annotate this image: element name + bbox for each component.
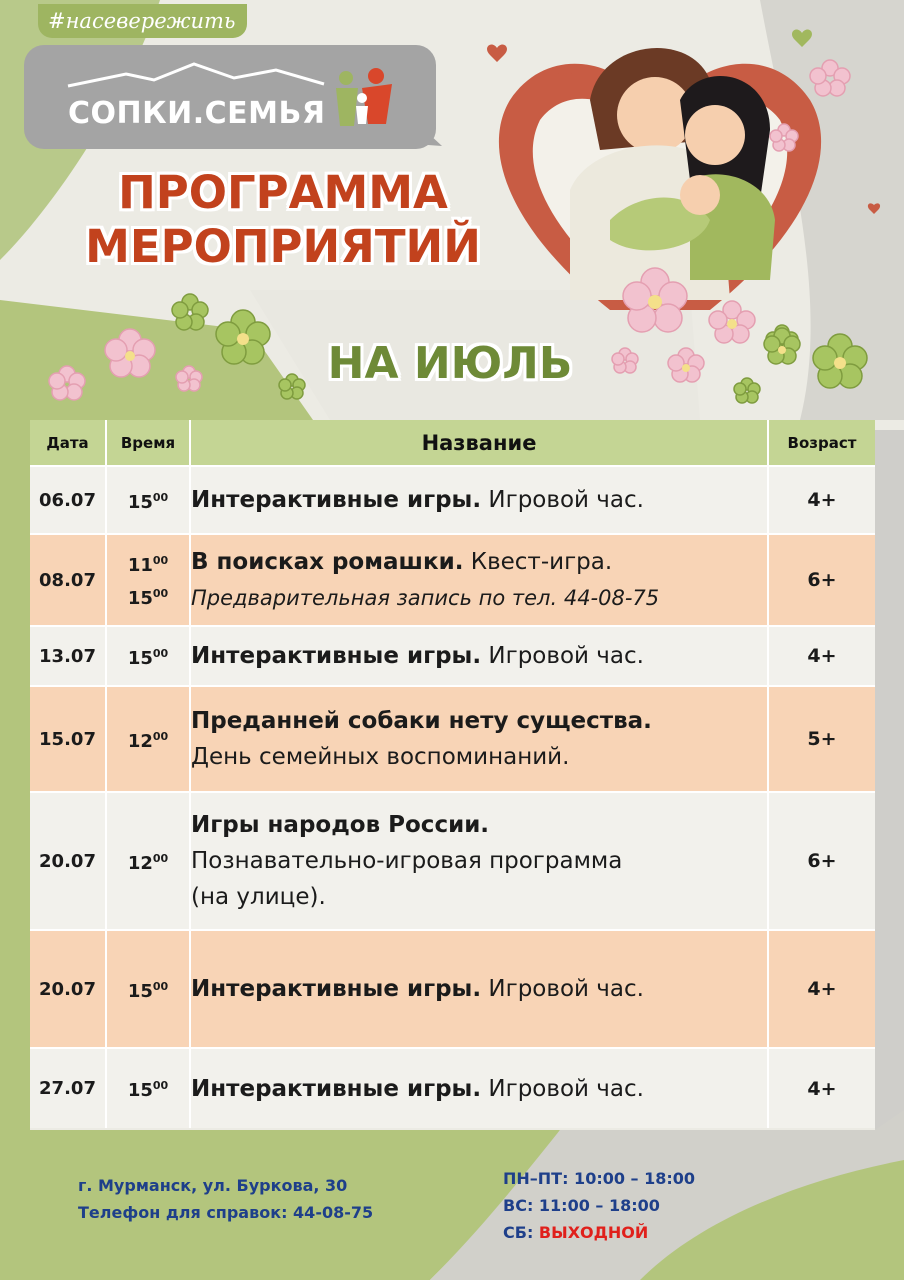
table-row <box>30 686 875 792</box>
events-table <box>30 420 875 1128</box>
event-date: 20.07 <box>30 792 106 930</box>
column-header-time: Время <box>106 420 190 466</box>
saturday-closed: ВЫХОДНОЙ <box>538 1223 649 1242</box>
event-title: Интерактивные игры. <box>191 1075 482 1102</box>
event-date: 13.07 <box>30 626 106 686</box>
event-name <box>190 626 768 686</box>
event-date: 08.07 <box>30 534 106 626</box>
event-desc-2: (на улице). <box>191 884 326 910</box>
event-name <box>190 534 768 626</box>
event-desc: Игровой час. <box>488 1075 644 1102</box>
table-row <box>30 626 875 686</box>
event-time: $15^{00}$ <box>106 626 190 686</box>
event-name <box>190 792 768 930</box>
footer-hours <box>503 1165 695 1246</box>
event-desc: Игровой час. <box>488 976 644 1002</box>
event-time: $12^{00}$ <box>106 792 190 930</box>
event-desc: Игровой час. <box>488 643 644 669</box>
table-header-row <box>30 420 875 466</box>
table-row <box>30 1048 875 1128</box>
month-subtitle: НА ИЮЛЬ <box>327 338 573 389</box>
table-row <box>30 792 875 930</box>
event-age: 4+ <box>768 626 875 686</box>
saturday-label: СБ: <box>503 1223 534 1242</box>
column-header-date: Дата <box>30 420 106 466</box>
event-name <box>190 1048 768 1128</box>
event-note: Предварительная запись по тел. 44-08-75 <box>191 586 660 610</box>
event-time: $11^{00}$ $15^{00}$ <box>106 534 190 626</box>
phone-text: Телефон для справок: 44-08-75 <box>78 1203 374 1222</box>
hours-saturday <box>503 1219 695 1246</box>
footer-contacts <box>78 1172 373 1226</box>
event-age: 4+ <box>768 1048 875 1128</box>
event-name <box>190 930 768 1048</box>
event-time: $12^{00}$ <box>106 686 190 792</box>
table-row <box>30 534 875 626</box>
title-line-2: МЕРОПРИЯТИЙ <box>85 220 481 273</box>
event-time: $15^{00}$ <box>106 466 190 534</box>
event-age: 6+ <box>768 792 875 930</box>
column-header-age: Возраст <box>768 420 875 466</box>
hashtag-badge: #насевережить <box>38 4 247 38</box>
event-age: 4+ <box>768 930 875 1048</box>
event-title: Интерактивные игры. <box>191 487 482 513</box>
event-title: Игры народов России. <box>191 812 490 838</box>
event-desc: Познавательно-игровая программа <box>191 848 623 874</box>
event-desc: Квест-игра. <box>470 549 613 575</box>
event-time: $15^{00}$ <box>106 930 190 1048</box>
event-title: Интерактивные игры. <box>191 976 482 1002</box>
event-title: Преданней собаки нету существа. <box>191 708 652 734</box>
column-header-name: Название <box>190 420 768 466</box>
table-row <box>30 930 875 1048</box>
event-name <box>190 466 768 534</box>
event-date: 20.07 <box>30 930 106 1048</box>
hours-sunday: ВС: 11:00 – 18:00 <box>503 1196 660 1215</box>
event-time: $15^{00}$ <box>106 1048 190 1128</box>
hours-weekdays: ПН–ПТ: 10:00 – 18:00 <box>503 1169 696 1188</box>
table-row <box>30 466 875 534</box>
event-date: 27.07 <box>30 1048 106 1128</box>
event-age: 5+ <box>768 686 875 792</box>
logo-text: СОПКИ.СЕМЬЯ <box>68 96 326 131</box>
event-desc: Игровой час. <box>488 487 644 513</box>
address-text: г. Мурманск, ул. Буркова, 30 <box>78 1176 348 1195</box>
event-title: В поисках ромашки. <box>191 549 464 575</box>
event-age: 6+ <box>768 534 875 626</box>
event-date: 15.07 <box>30 686 106 792</box>
event-date: 06.07 <box>30 466 106 534</box>
event-desc: День семейных воспоминаний. <box>191 744 570 770</box>
event-name <box>190 686 768 792</box>
title-line-1: ПРОГРАММА <box>118 166 448 219</box>
event-title: Интерактивные игры. <box>191 643 482 669</box>
event-age: 4+ <box>768 466 875 534</box>
